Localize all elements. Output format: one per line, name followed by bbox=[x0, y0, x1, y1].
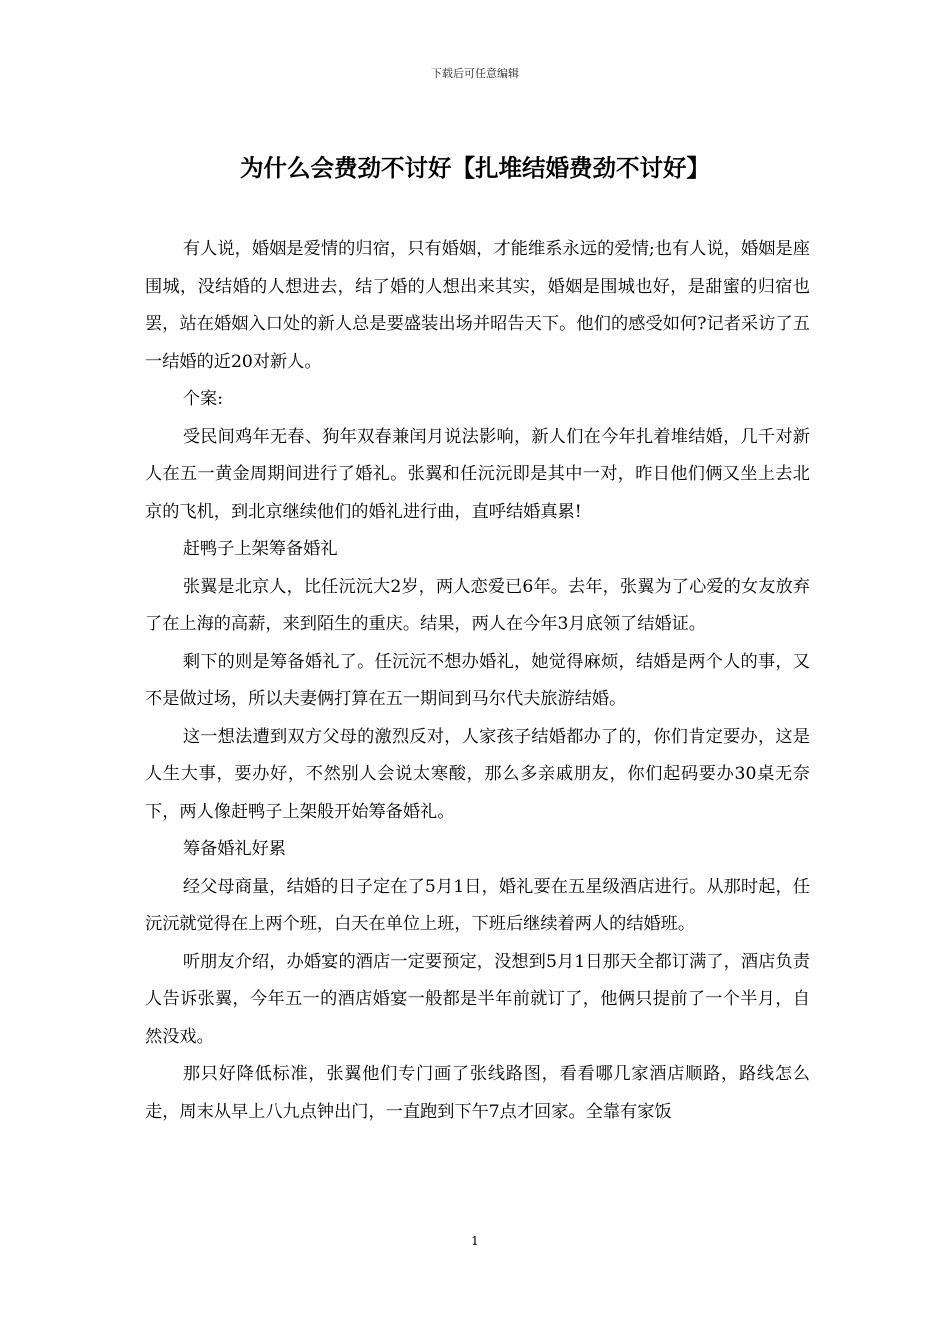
page-header-note: 下载后可任意编辑 bbox=[431, 67, 519, 80]
document-body bbox=[145, 231, 810, 1131]
paragraph-case-summary: 受民间鸡年无春、狗年双春兼闰月说法影响，新人们在今年扎着堆结婚，几千对新人在五一黄金周期间进行了婚礼。张翼和任沅沅即是其中一对，昨日他们俩又坐上去北京的飞机，到北京继续他们的婚礼进行曲，直呼结婚真累! bbox=[145, 426, 810, 522]
paragraph-hotel-booking: 听朋友介绍，办婚宴的酒店一定要预定，没想到5月1日那天全都订满了，酒店负责人告诉张翼，今年五一的酒店婚宴一般都是半年前就订了，他俩只提前了一个半月，自然没戏。 bbox=[145, 951, 810, 1047]
section-heading-tiring: 筹备婚礼好累 bbox=[182, 839, 286, 859]
paragraph-route-map: 那只好降低标准，张翼他们专门画了张线路图，看看哪几家酒店顺路，路线怎么走，周末从早上八九点钟出门，一直跑到下午7点才回家。全靠有家饭 bbox=[145, 1064, 810, 1122]
section-heading-rushed: 赶鸭子上架筹备婚礼 bbox=[182, 539, 338, 559]
paragraph-intro: 有人说，婚姻是爱情的归宿，只有婚姻，才能维系永远的爱情;也有人说，婚姻是座围城，没结婚的人想进去，结了婚的人想出来其实，婚姻是围城也好，是甜蜜的归宿也罢，站在婚姻入口处的新人总是要盛装出场并昭告天下。他们的感受如何?记者采访了五一结婚的近20对新人。 bbox=[145, 239, 810, 372]
paragraph-case-label: 个案: bbox=[182, 389, 223, 409]
paragraph-background: 张翼是北京人，比任沅沅大2岁，两人恋爱已6年。去年，张翼为了心爱的女友放弃了在上海的高薪，来到陌生的重庆。结果，两人在今年3月底领了结婚证。 bbox=[145, 576, 810, 634]
paragraph-parents-objection: 这一想法遭到双方父母的激烈反对，人家孩子结婚都办了的，你们肯定要办，这是人生大事，要办好，不然别人会说太寒酸，那么多亲戚朋友，你们起码要办30桌无奈下，两人像赶鸭子上架般开始筹备婚礼。 bbox=[145, 726, 810, 822]
document-title: 为什么会费劲不讨好【扎堆结婚费劲不讨好】 bbox=[240, 154, 710, 182]
page-number: 1 bbox=[471, 1234, 479, 1248]
paragraph-planning: 剩下的则是筹备婚礼了。任沅沅不想办婚礼，她觉得麻烦，结婚是两个人的事，又不是做过场，所以夫妻俩打算在五一期间到马尔代夫旅游结婚。 bbox=[145, 651, 810, 709]
paragraph-wedding-date: 经父母商量，结婚的日子定在了5月1日，婚礼要在五星级酒店进行。从那时起，任沅沅就觉得在上两个班，白天在单位上班，下班后继续着两人的结婚班。 bbox=[145, 876, 810, 934]
